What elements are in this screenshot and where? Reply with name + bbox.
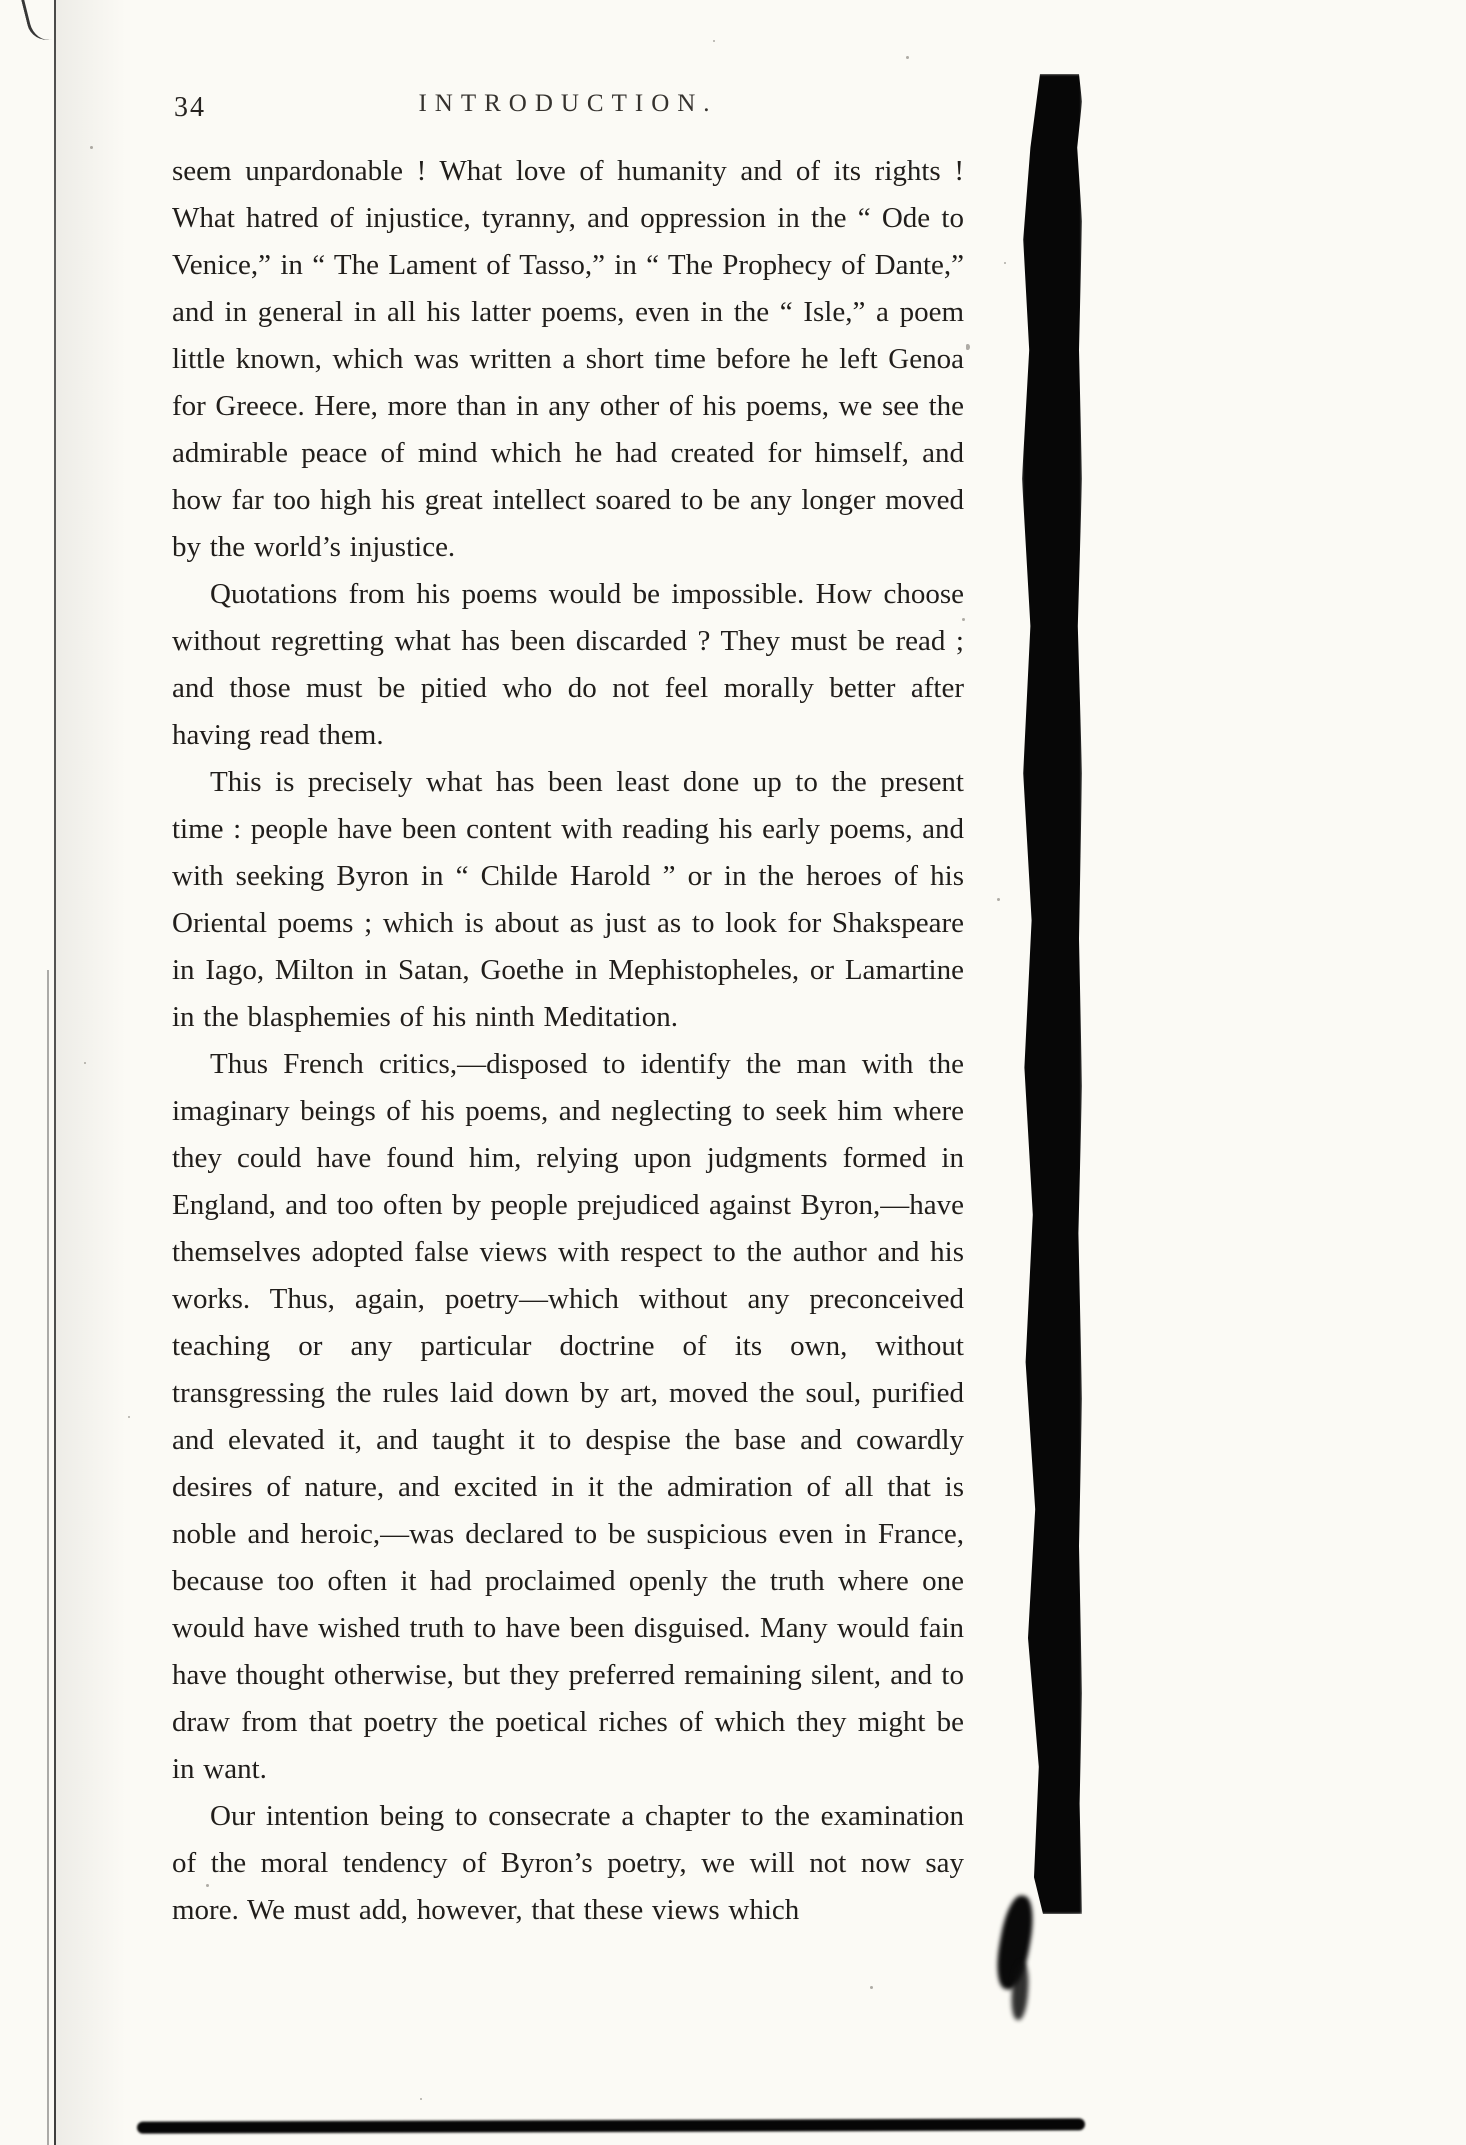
running-head-title: INTRODUCTION. (418, 90, 718, 117)
scan-speck (906, 56, 909, 59)
page-body-text (172, 148, 964, 1934)
scan-corner-mark (21, 0, 55, 44)
paragraph-2: Quotations from his poems would be impossible. How choose without regretting what has been discarded ? They must be read ; and those must be pitied who do not feel morally better after having read them. (172, 578, 964, 751)
paragraph-1: seem unpardonable ! What love of humanity and of its rights ! What hatred of injustice, tyranny, and oppression in the “ Ode to Venice,” in “ The Lament of Tasso,” in “ The Prophecy of Dante,” and in general in all his latter poems, even in the “ Isle,” a poem little known, which was written a short time before he left Genoa for Greece. Here, more than in any other of his poems, we see the admirable peace of mind which he had created for himself, and how far too high his great intellect soared to be any longer moved by the world’s injustice. (172, 155, 964, 563)
page-edge-line (54, 0, 56, 2145)
scan-speck (84, 1062, 86, 1064)
page-edge-line-secondary (47, 970, 49, 2145)
paragraph-4: Thus French critics,—disposed to identify the man with the imaginary beings of his poems, and neglecting to seek him where they could have found him, relying upon judgments formed in England, and too often by people prejudiced against Byron,—have themselves adopted false views with respect to the author and his works. Thus, again, poetry—which without any preconceived teaching or any particular doctrine of its own, without transgressing the rules laid down by art, moved the soul, purified and elevated it, and taught it to despise the base and cowardly desires of nature, and excited in it the admiration of all that is noble and heroic,—was declared to be suspicious even in France, because too often it had proclaimed openly the truth where one would have wished truth to have been disguised. Many would fain have thought otherwise, but they preferred remaining silent, and to draw from that poetry the poetical riches of which they might be in want. (172, 1048, 964, 1785)
page-header (172, 90, 964, 130)
scan-speck (966, 344, 970, 350)
left-margin-shading (56, 0, 126, 2145)
scan-artifact-bottom-bar (137, 2118, 1085, 2133)
paragraph-3: This is precisely what has been least done up to the present time : people have been content with reading his early poems, and with seeking Byron in “ Childe Harold ” or in the heroes of his Oriental poems ; which is about as just as to look for Shakspeare in Iago, Milton in Satan, Goethe in Mephistopheles, or Lamartine in the blasphemies of his ninth Meditation. (172, 766, 964, 1033)
paragraph-5: Our intention being to consecrate a chapter to the examination of the moral tendency of Byron’s poetry, we will not now say more. We must add, however, that these views which (172, 1800, 964, 1926)
scan-speck (713, 40, 715, 42)
scan-artifact-ink-band (1022, 74, 1082, 1914)
scan-speck (1004, 262, 1006, 264)
page-number: 34 (174, 92, 206, 123)
scan-speck (128, 1416, 130, 1418)
scan-speck (420, 2098, 422, 2100)
scan-speck (90, 146, 93, 149)
scan-speck (997, 898, 1000, 901)
scan-speck (870, 1986, 873, 1989)
